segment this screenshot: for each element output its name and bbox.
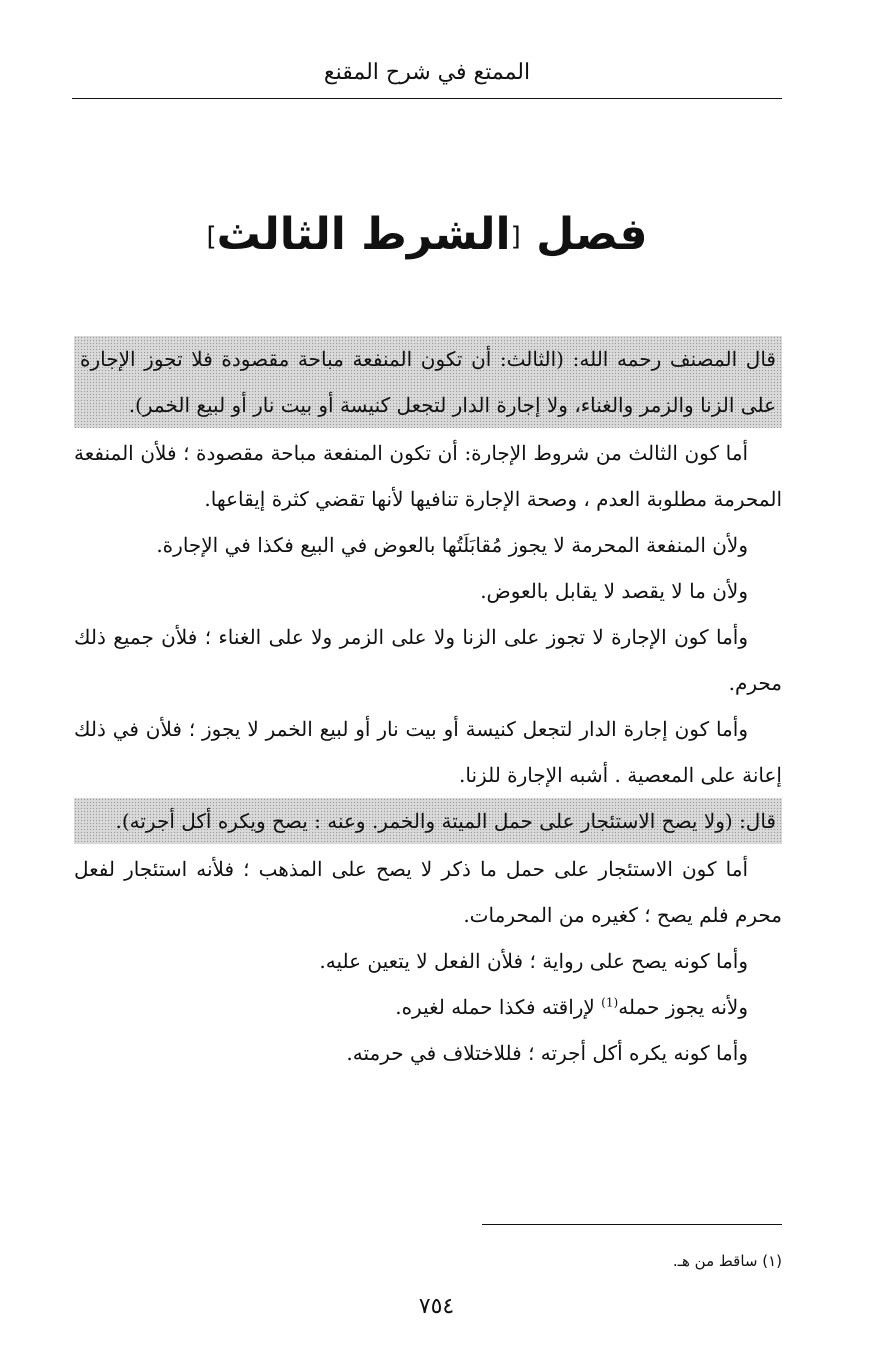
paragraph: ولأن المنفعة المحرمة لا يجوز مُقابَلَتُها بالعوض في البيع فكذا في الإجارة.: [156, 533, 748, 557]
header-rule: [72, 98, 782, 99]
page-number: ٧٥٤: [418, 1294, 455, 1319]
chapter-title: [72, 200, 782, 272]
paragraph: ولأن ما لا يقصد لا يقابل بالعوض.: [480, 579, 748, 603]
running-title: الممتع في شرح المقنع: [323, 60, 531, 85]
footnote: (١) ساقط من هـ.: [672, 1252, 782, 1270]
paragraph: وأما كون الإجارة لا تجوز على الزنا ولا على الزمر ولا على الغناء ؛ فلأن جميع ذلك محرم.: [74, 625, 782, 695]
paragraph: أما كون الاستئجار على حمل ما ذكر لا يصح على المذهب ؛ فلأنه استئجار لفعل محرم فلم يصح ؛ كغيره من المحرمات.: [74, 857, 782, 927]
bracket-open: [: [510, 222, 521, 252]
matn-block-1: [74, 336, 782, 428]
footnote-rule: [482, 1224, 782, 1225]
footnote-marker[interactable]: (1): [601, 995, 619, 1010]
paragraph: وأما كونه يصح على رواية ؛ فلأن الفعل لا يتعين عليه.: [319, 949, 748, 973]
matn-text-2: قال: (ولا يصح الاستئجار على حمل الميتة والخمر. وعنه : يصح ويكره أكل أجرته).: [115, 809, 776, 833]
body-text: [74, 336, 782, 1076]
paragraph: وأما كونه يكره أكل أجرته ؛ فللاختلاف في حرمته.: [346, 1041, 748, 1065]
bracket-close: ]: [206, 222, 217, 252]
footnoted-paragraph: [74, 984, 782, 1030]
footnoted-text-before: ولأنه يجوز حمله: [618, 995, 748, 1019]
footnoted-text-after: لإراقته فكذا حمله لغيره.: [395, 995, 602, 1019]
paragraph: وأما كون إجارة الدار لتجعل كنيسة أو بيت نار أو لبيع الخمر لا يجوز ؛ فلأن في ذلك إعانة على المعصية . أشبه الإجارة للزنا.: [74, 717, 782, 787]
paragraph: أما كون الثالث من شروط الإجارة: أن تكون المنفعة مباحة مقصودة ؛ فلأن المنفعة المحرمة مطلوبة العدم ، وصحة الإجارة تنافيها لأنها تقضي كثرة إيقاعها.: [74, 441, 782, 511]
matn-block-2: [74, 798, 782, 844]
chapter-word: فصل: [536, 209, 648, 260]
chapter-name: الشرط الثالث: [216, 209, 511, 260]
matn-text-1: قال المصنف رحمه الله: (الثالث: أن تكون المنفعة مباحة مقصودة فلا تجوز الإجارة على الزنا والزمر والغناء، ولا إجارة الدار لتجعل كنيسة أو بيت نار أو لبيع الخمر).: [80, 347, 776, 417]
